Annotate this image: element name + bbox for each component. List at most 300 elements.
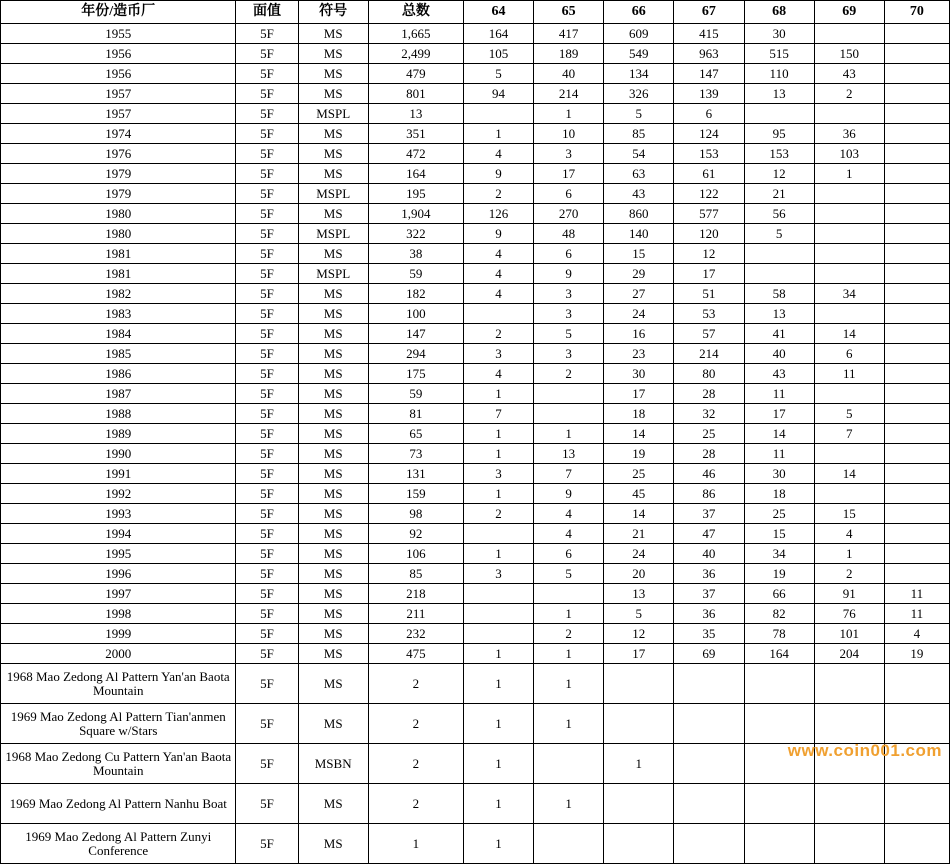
cell-year-mint: 1981 (1, 244, 236, 264)
cell-grade-69 (814, 304, 884, 324)
cell-grade-68: 34 (744, 544, 814, 564)
cell-grade-65: 6 (534, 244, 604, 264)
cell-symbol: MS (298, 584, 368, 604)
cell-grade-65: 7 (534, 464, 604, 484)
cell-grade-69: 7 (814, 424, 884, 444)
cell-total: 1,904 (368, 204, 463, 224)
cell-grade-68: 30 (744, 24, 814, 44)
cell-symbol: MS (298, 304, 368, 324)
cell-grade-67: 120 (674, 224, 744, 244)
cell-grade-70 (884, 704, 949, 744)
cell-grade-68: 78 (744, 624, 814, 644)
cell-grade-64: 3 (463, 464, 533, 484)
table-row (1, 224, 950, 244)
table-row (1, 644, 950, 664)
table-row (1, 604, 950, 624)
cell-symbol: MS (298, 644, 368, 664)
cell-grade-70 (884, 24, 949, 44)
cell-denomination: 5F (236, 444, 298, 464)
cell-grade-66: 54 (604, 144, 674, 164)
cell-denomination: 5F (236, 624, 298, 644)
cell-year-mint: 1976 (1, 144, 236, 164)
cell-grade-66: 14 (604, 504, 674, 524)
cell-total: 322 (368, 224, 463, 244)
cell-grade-67: 36 (674, 604, 744, 624)
cell-grade-68 (744, 704, 814, 744)
cell-grade-66: 24 (604, 544, 674, 564)
cell-grade-69: 5 (814, 404, 884, 424)
cell-grade-66: 21 (604, 524, 674, 544)
cell-denomination: 5F (236, 364, 298, 384)
cell-symbol: MS (298, 484, 368, 504)
cell-denomination: 5F (236, 144, 298, 164)
cell-grade-69: 150 (814, 44, 884, 64)
cell-grade-64: 5 (463, 64, 533, 84)
cell-grade-64: 105 (463, 44, 533, 64)
cell-grade-67 (674, 664, 744, 704)
cell-symbol: MS (298, 564, 368, 584)
column-header-year-mint: 年份/造币厂 (1, 1, 236, 24)
cell-grade-69 (814, 204, 884, 224)
cell-grade-67 (674, 784, 744, 824)
cell-total: 106 (368, 544, 463, 564)
cell-grade-64: 3 (463, 564, 533, 584)
cell-grade-66: 860 (604, 204, 674, 224)
cell-symbol: MS (298, 424, 368, 444)
cell-grade-69: 204 (814, 644, 884, 664)
cell-grade-65: 6 (534, 544, 604, 564)
cell-symbol: MS (298, 504, 368, 524)
cell-grade-64: 1 (463, 424, 533, 444)
cell-denomination: 5F (236, 204, 298, 224)
cell-grade-64 (463, 524, 533, 544)
table-row (1, 444, 950, 464)
cell-grade-70: 19 (884, 644, 949, 664)
cell-grade-70 (884, 64, 949, 84)
cell-denomination: 5F (236, 584, 298, 604)
cell-grade-65: 417 (534, 24, 604, 44)
table-row (1, 544, 950, 564)
cell-symbol: MS (298, 284, 368, 304)
cell-grade-69: 76 (814, 604, 884, 624)
cell-grade-66: 140 (604, 224, 674, 244)
cell-grade-66: 1 (604, 744, 674, 784)
cell-grade-70 (884, 524, 949, 544)
cell-denomination: 5F (236, 24, 298, 44)
cell-grade-67 (674, 744, 744, 784)
cell-grade-66: 29 (604, 264, 674, 284)
cell-denomination: 5F (236, 564, 298, 584)
cell-grade-65: 270 (534, 204, 604, 224)
cell-grade-70 (884, 264, 949, 284)
cell-grade-70 (884, 304, 949, 324)
cell-grade-64: 2 (463, 504, 533, 524)
cell-total: 2,499 (368, 44, 463, 64)
cell-grade-65: 1 (534, 104, 604, 124)
cell-symbol: MS (298, 824, 368, 864)
cell-symbol: MSPL (298, 104, 368, 124)
cell-grade-69: 43 (814, 64, 884, 84)
cell-grade-67: 6 (674, 104, 744, 124)
cell-year-mint: 1956 (1, 64, 236, 84)
cell-year-mint: 1957 (1, 84, 236, 104)
cell-grade-70 (884, 544, 949, 564)
cell-grade-68: 30 (744, 464, 814, 484)
cell-symbol: MS (298, 524, 368, 544)
table-row (1, 504, 950, 524)
cell-grade-69 (814, 784, 884, 824)
cell-grade-65: 3 (534, 284, 604, 304)
cell-grade-65: 3 (534, 344, 604, 364)
cell-grade-67: 61 (674, 164, 744, 184)
cell-denomination: 5F (236, 64, 298, 84)
cell-grade-70 (884, 564, 949, 584)
cell-grade-67: 51 (674, 284, 744, 304)
cell-denomination: 5F (236, 824, 298, 864)
cell-grade-65: 10 (534, 124, 604, 144)
cell-grade-66: 5 (604, 104, 674, 124)
cell-grade-68: 66 (744, 584, 814, 604)
cell-grade-64: 1 (463, 444, 533, 464)
cell-grade-65: 1 (534, 644, 604, 664)
cell-grade-64: 1 (463, 664, 533, 704)
cell-year-mint: 1993 (1, 504, 236, 524)
cell-grade-68: 110 (744, 64, 814, 84)
cell-year-mint: 1955 (1, 24, 236, 44)
cell-grade-70 (884, 344, 949, 364)
cell-year-mint: 1956 (1, 44, 236, 64)
column-header-grade-64: 64 (463, 1, 533, 24)
cell-total: 2 (368, 744, 463, 784)
cell-total: 147 (368, 324, 463, 344)
table-row (1, 704, 950, 744)
cell-grade-68 (744, 244, 814, 264)
cell-total: 73 (368, 444, 463, 464)
cell-grade-65: 2 (534, 364, 604, 384)
cell-grade-64: 126 (463, 204, 533, 224)
cell-grade-67: 37 (674, 584, 744, 604)
cell-grade-68: 25 (744, 504, 814, 524)
cell-grade-70 (884, 424, 949, 444)
cell-grade-64: 1 (463, 124, 533, 144)
cell-grade-64: 1 (463, 704, 533, 744)
cell-grade-70 (884, 144, 949, 164)
cell-grade-68: 13 (744, 304, 814, 324)
cell-grade-69: 1 (814, 164, 884, 184)
cell-grade-68: 17 (744, 404, 814, 424)
cell-year-mint: 1996 (1, 564, 236, 584)
table-row (1, 384, 950, 404)
cell-denomination: 5F (236, 744, 298, 784)
cell-grade-69: 4 (814, 524, 884, 544)
cell-grade-65: 5 (534, 564, 604, 584)
cell-denomination: 5F (236, 644, 298, 664)
cell-total: 175 (368, 364, 463, 384)
table-row (1, 824, 950, 864)
cell-total: 195 (368, 184, 463, 204)
cell-grade-65 (534, 584, 604, 604)
cell-grade-66: 85 (604, 124, 674, 144)
cell-denomination: 5F (236, 404, 298, 424)
table-row (1, 264, 950, 284)
cell-grade-66: 23 (604, 344, 674, 364)
cell-grade-70 (884, 184, 949, 204)
cell-total: 1 (368, 824, 463, 864)
cell-symbol: MSBN (298, 744, 368, 784)
cell-grade-70 (884, 284, 949, 304)
cell-grade-68: 18 (744, 484, 814, 504)
cell-grade-68: 82 (744, 604, 814, 624)
cell-year-mint: 1968 Mao Zedong Cu Pattern Yan'an Baota Mountain (1, 744, 236, 784)
cell-year-mint: 1957 (1, 104, 236, 124)
cell-grade-67: 28 (674, 384, 744, 404)
cell-grade-70 (884, 824, 949, 864)
cell-grade-67: 153 (674, 144, 744, 164)
cell-grade-65: 5 (534, 324, 604, 344)
cell-grade-69: 36 (814, 124, 884, 144)
cell-grade-66: 12 (604, 624, 674, 644)
cell-symbol: MS (298, 544, 368, 564)
cell-grade-64: 4 (463, 244, 533, 264)
cell-grade-69 (814, 224, 884, 244)
cell-grade-65: 3 (534, 144, 604, 164)
cell-symbol: MS (298, 144, 368, 164)
cell-grade-66: 14 (604, 424, 674, 444)
table-row (1, 164, 950, 184)
cell-grade-70 (884, 444, 949, 464)
cell-grade-64: 1 (463, 384, 533, 404)
cell-grade-67: 577 (674, 204, 744, 224)
cell-grade-67: 214 (674, 344, 744, 364)
cell-grade-68 (744, 264, 814, 284)
cell-grade-64: 164 (463, 24, 533, 44)
table-row (1, 364, 950, 384)
cell-grade-67: 53 (674, 304, 744, 324)
cell-denomination: 5F (236, 184, 298, 204)
cell-grade-68: 40 (744, 344, 814, 364)
table-row (1, 124, 950, 144)
cell-grade-65: 1 (534, 784, 604, 824)
column-header-total: 总数 (368, 1, 463, 24)
cell-symbol: MS (298, 124, 368, 144)
cell-denomination: 5F (236, 704, 298, 744)
cell-denomination: 5F (236, 484, 298, 504)
cell-grade-66: 27 (604, 284, 674, 304)
column-header-denomination: 面值 (236, 1, 298, 24)
table-row (1, 484, 950, 504)
cell-grade-66: 13 (604, 584, 674, 604)
column-header-grade-68: 68 (744, 1, 814, 24)
cell-grade-68: 41 (744, 324, 814, 344)
cell-grade-70 (884, 784, 949, 824)
table-row (1, 624, 950, 644)
cell-grade-64 (463, 624, 533, 644)
cell-year-mint: 1998 (1, 604, 236, 624)
cell-grade-64: 4 (463, 364, 533, 384)
cell-year-mint: 1992 (1, 484, 236, 504)
cell-year-mint: 1990 (1, 444, 236, 464)
cell-grade-67: 69 (674, 644, 744, 664)
cell-year-mint: 1969 Mao Zedong Al Pattern Tian'anmen Square w/Stars (1, 704, 236, 744)
cell-grade-70: 11 (884, 584, 949, 604)
cell-grade-64: 94 (463, 84, 533, 104)
cell-grade-67: 47 (674, 524, 744, 544)
cell-denomination: 5F (236, 324, 298, 344)
cell-grade-70 (884, 84, 949, 104)
cell-grade-69: 14 (814, 464, 884, 484)
cell-grade-64: 9 (463, 224, 533, 244)
table-row (1, 304, 950, 324)
cell-total: 59 (368, 264, 463, 284)
cell-grade-64: 4 (463, 144, 533, 164)
cell-symbol: MS (298, 624, 368, 644)
cell-year-mint: 1980 (1, 224, 236, 244)
cell-total: 2 (368, 704, 463, 744)
table-row (1, 744, 950, 784)
table-row (1, 84, 950, 104)
cell-grade-65: 6 (534, 184, 604, 204)
cell-grade-64: 1 (463, 824, 533, 864)
cell-grade-66: 15 (604, 244, 674, 264)
cell-total: 472 (368, 144, 463, 164)
cell-grade-70 (884, 384, 949, 404)
cell-symbol: MS (298, 344, 368, 364)
cell-grade-69: 15 (814, 504, 884, 524)
cell-year-mint: 1968 Mao Zedong Al Pattern Yan'an Baota Mountain (1, 664, 236, 704)
cell-denomination: 5F (236, 424, 298, 444)
cell-grade-65: 189 (534, 44, 604, 64)
cell-year-mint: 1986 (1, 364, 236, 384)
table-row (1, 204, 950, 224)
cell-grade-67: 963 (674, 44, 744, 64)
cell-grade-67: 122 (674, 184, 744, 204)
cell-year-mint: 1979 (1, 184, 236, 204)
cell-symbol: MSPL (298, 264, 368, 284)
cell-year-mint: 1999 (1, 624, 236, 644)
cell-symbol: MS (298, 24, 368, 44)
cell-grade-67: 46 (674, 464, 744, 484)
cell-denomination: 5F (236, 344, 298, 364)
cell-year-mint: 1985 (1, 344, 236, 364)
cell-total: 98 (368, 504, 463, 524)
cell-grade-67: 124 (674, 124, 744, 144)
cell-grade-64: 1 (463, 784, 533, 824)
cell-symbol: MS (298, 444, 368, 464)
cell-grade-66: 134 (604, 64, 674, 84)
cell-grade-66: 17 (604, 384, 674, 404)
cell-grade-64: 2 (463, 184, 533, 204)
cell-grade-64 (463, 304, 533, 324)
table-row (1, 784, 950, 824)
cell-total: 164 (368, 164, 463, 184)
table-row (1, 424, 950, 444)
cell-grade-68: 21 (744, 184, 814, 204)
cell-year-mint: 1987 (1, 384, 236, 404)
cell-grade-65: 2 (534, 624, 604, 644)
cell-grade-65: 1 (534, 664, 604, 704)
cell-grade-68 (744, 824, 814, 864)
cell-symbol: MS (298, 784, 368, 824)
cell-grade-69 (814, 184, 884, 204)
cell-grade-67: 17 (674, 264, 744, 284)
cell-symbol: MS (298, 84, 368, 104)
cell-grade-69 (814, 704, 884, 744)
cell-year-mint: 1974 (1, 124, 236, 144)
cell-grade-68: 14 (744, 424, 814, 444)
cell-symbol: MS (298, 244, 368, 264)
cell-grade-69: 14 (814, 324, 884, 344)
cell-grade-67: 25 (674, 424, 744, 444)
cell-grade-67: 147 (674, 64, 744, 84)
cell-grade-68: 15 (744, 524, 814, 544)
cell-total: 218 (368, 584, 463, 604)
cell-grade-68 (744, 104, 814, 124)
cell-grade-64 (463, 604, 533, 624)
cell-year-mint: 1997 (1, 584, 236, 604)
column-header-grade-65: 65 (534, 1, 604, 24)
cell-grade-64 (463, 584, 533, 604)
cell-total: 2 (368, 664, 463, 704)
cell-year-mint: 1969 Mao Zedong Al Pattern Zunyi Conference (1, 824, 236, 864)
cell-grade-70 (884, 464, 949, 484)
cell-denomination: 5F (236, 784, 298, 824)
table-row (1, 144, 950, 164)
cell-symbol: MS (298, 324, 368, 344)
cell-year-mint: 1969 Mao Zedong Al Pattern Nanhu Boat (1, 784, 236, 824)
column-header-grade-67: 67 (674, 1, 744, 24)
cell-grade-65 (534, 404, 604, 424)
cell-grade-70: 11 (884, 604, 949, 624)
cell-total: 182 (368, 284, 463, 304)
table-row (1, 524, 950, 544)
cell-symbol: MS (298, 44, 368, 64)
cell-grade-66: 20 (604, 564, 674, 584)
cell-total: 59 (368, 384, 463, 404)
cell-grade-69 (814, 384, 884, 404)
cell-year-mint: 2000 (1, 644, 236, 664)
cell-denomination: 5F (236, 84, 298, 104)
table-row (1, 44, 950, 64)
cell-grade-67 (674, 824, 744, 864)
cell-grade-65 (534, 384, 604, 404)
cell-grade-69: 2 (814, 84, 884, 104)
cell-total: 100 (368, 304, 463, 324)
cell-grade-68: 153 (744, 144, 814, 164)
cell-denomination: 5F (236, 664, 298, 704)
cell-grade-64: 9 (463, 164, 533, 184)
table-row (1, 104, 950, 124)
cell-total: 81 (368, 404, 463, 424)
cell-total: 801 (368, 84, 463, 104)
cell-denomination: 5F (236, 104, 298, 124)
column-header-grade-66: 66 (604, 1, 674, 24)
cell-symbol: MS (298, 464, 368, 484)
cell-grade-69: 101 (814, 624, 884, 644)
table-row (1, 564, 950, 584)
cell-grade-65: 17 (534, 164, 604, 184)
cell-grade-67: 32 (674, 404, 744, 424)
cell-grade-65: 4 (534, 524, 604, 544)
cell-grade-66: 19 (604, 444, 674, 464)
cell-denomination: 5F (236, 384, 298, 404)
cell-grade-66: 549 (604, 44, 674, 64)
cell-grade-68: 164 (744, 644, 814, 664)
cell-grade-67: 415 (674, 24, 744, 44)
cell-grade-68 (744, 744, 814, 784)
cell-grade-66: 30 (604, 364, 674, 384)
cell-grade-66 (604, 664, 674, 704)
cell-year-mint: 1984 (1, 324, 236, 344)
